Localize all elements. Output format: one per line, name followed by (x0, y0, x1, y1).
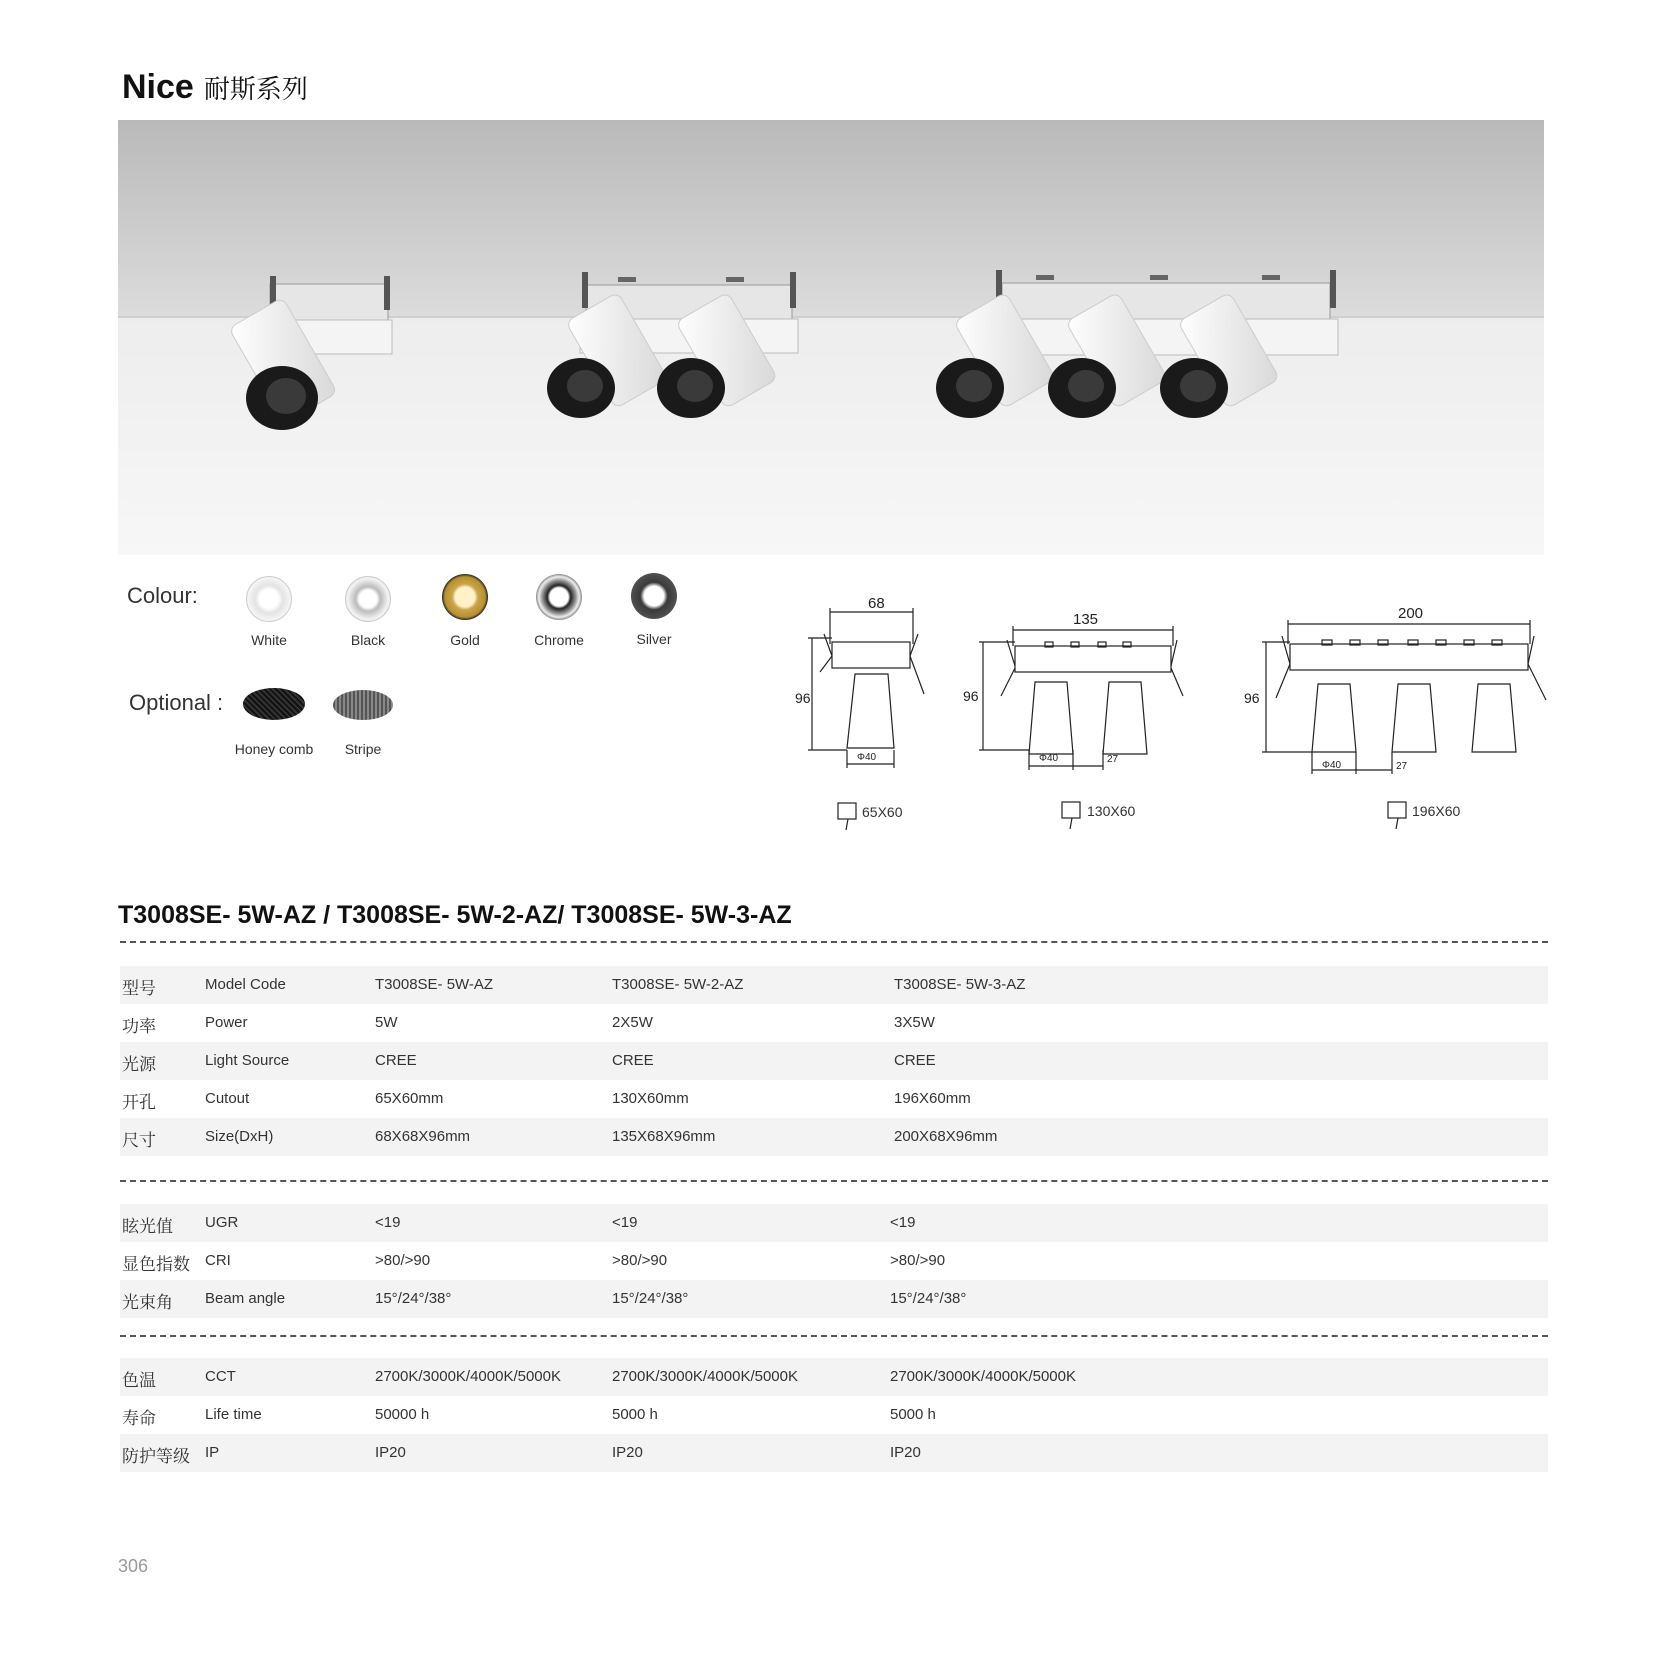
spec-value: <19 (612, 1214, 638, 1231)
spec-row-size (120, 1118, 1548, 1156)
stripe-label: Stripe (344, 741, 382, 757)
d3-cutout: 196X60 (1412, 803, 1461, 819)
spec-row-cutout (120, 1080, 1548, 1118)
spec-label-cn: 尺寸 (122, 1131, 156, 1150)
swatch-white (246, 576, 292, 622)
spec-value: 2700K/3000K/4000K/5000K (612, 1368, 798, 1385)
product-photo (118, 120, 1544, 555)
d2-gap: 27 (1107, 754, 1119, 765)
spec-row-cri (120, 1242, 1548, 1280)
swatch-black (345, 576, 391, 622)
spec-label-cn: 型号 (122, 979, 156, 998)
spec-label-en: Size(DxH) (205, 1128, 274, 1145)
spec-row-ip (120, 1434, 1548, 1472)
spec-value: 68X68X96mm (375, 1128, 471, 1145)
spec-value: CREE (612, 1052, 654, 1069)
technical-drawing-triple (1238, 598, 1548, 834)
spec-label-cn: 光源 (122, 1055, 156, 1074)
spec-label-en: Model Code (205, 976, 286, 993)
d3-gap: 27 (1396, 761, 1408, 772)
spec-value: 130X60mm (612, 1090, 689, 1107)
spec-label-en: UGR (205, 1214, 239, 1231)
spec-value: 5000 h (612, 1406, 658, 1423)
divider (120, 1335, 1548, 1337)
swatch-silver (631, 573, 677, 619)
spec-value: IP20 (890, 1444, 921, 1461)
divider (120, 1180, 1548, 1182)
spec-value: 3X5W (894, 1014, 935, 1031)
d2-width: 135 (1073, 611, 1099, 628)
series-name-cn: 耐斯系列 (203, 74, 308, 104)
d3-phi: Φ40 (1322, 760, 1342, 771)
spec-label-en: CRI (205, 1252, 231, 1269)
technical-drawing-single (790, 594, 940, 834)
spec-value: <19 (375, 1214, 401, 1231)
spec-value: 200X68X96mm (894, 1128, 998, 1145)
honeycomb-label: Honey comb (234, 741, 314, 757)
spec-value: >80/>90 (890, 1252, 946, 1269)
d2-cutout: 130X60 (1087, 803, 1136, 819)
d2-height: 96 (963, 688, 979, 704)
divider (120, 941, 1548, 943)
optional-label: Optional : (129, 690, 224, 715)
spec-value: T3008SE- 5W-AZ (375, 976, 494, 993)
spec-label-cn: 色温 (122, 1371, 156, 1390)
spec-value: IP20 (612, 1444, 643, 1461)
spec-row-light-source (120, 1042, 1548, 1080)
spec-value: >80/>90 (612, 1252, 668, 1269)
spec-label-cn: 显色指数 (122, 1255, 190, 1274)
spec-label-en: Life time (205, 1406, 262, 1423)
swatch-chrome-label: Chrome (534, 632, 584, 648)
spec-value: 15°/24°/38° (612, 1290, 689, 1307)
spec-value: 5000 h (890, 1406, 936, 1423)
swatch-black-label: Black (350, 632, 386, 648)
swatch-gold-label: Gold (450, 632, 480, 648)
spec-value: 15°/24°/38° (375, 1290, 452, 1307)
d1-height: 96 (795, 690, 811, 706)
spec-value: 2X5W (612, 1014, 653, 1031)
spec-row-beam-angle (120, 1280, 1548, 1318)
spec-value: 2700K/3000K/4000K/5000K (375, 1368, 561, 1385)
spec-row-model-code (120, 966, 1548, 1004)
d1-width: 68 (868, 595, 885, 612)
spec-label-cn: 寿命 (122, 1409, 156, 1428)
page-number: 306 (118, 1556, 149, 1576)
swatch-silver-label: Silver (636, 631, 672, 647)
spec-value: 65X60mm (375, 1090, 444, 1107)
series-name-en: Nice (122, 68, 194, 106)
spec-label-cn: 光束角 (122, 1293, 173, 1312)
spec-value: 15°/24°/38° (890, 1290, 967, 1307)
spec-label-en: CCT (205, 1368, 236, 1385)
spec-value: 2700K/3000K/4000K/5000K (890, 1368, 1076, 1385)
swatch-gold (442, 574, 488, 620)
spec-value: T3008SE- 5W-3-AZ (894, 976, 1026, 993)
d1-cutout: 65X60 (862, 804, 903, 820)
spec-row-cct (120, 1358, 1548, 1396)
spec-value: 135X68X96mm (612, 1128, 716, 1145)
spec-label-en: Light Source (205, 1052, 290, 1069)
spec-label-en: IP (205, 1444, 220, 1461)
spec-row-ugr (120, 1204, 1548, 1242)
model-title: T3008SE- 5W-AZ / T3008SE- 5W-2-AZ/ T3008SE- 5W-3-AZ (118, 901, 792, 929)
spec-value: 196X60mm (894, 1090, 971, 1107)
spec-label-cn: 防护等级 (122, 1447, 190, 1466)
swatch-chrome (536, 574, 582, 620)
spec-label-cn: 开孔 (122, 1093, 156, 1112)
technical-drawing-double (955, 606, 1185, 834)
stripe-swatch (333, 690, 393, 720)
spec-row-lifetime (120, 1396, 1548, 1434)
page-title (122, 68, 308, 107)
spec-value: 50000 h (375, 1406, 430, 1423)
d3-width: 200 (1398, 605, 1424, 622)
spec-value: T3008SE- 5W-2-AZ (612, 976, 744, 993)
spec-label-cn: 功率 (122, 1017, 156, 1036)
spec-value: CREE (375, 1052, 417, 1069)
spec-label-en: Power (205, 1014, 248, 1031)
spec-value: <19 (890, 1214, 916, 1231)
honeycomb-swatch (243, 688, 305, 720)
spec-value: >80/>90 (375, 1252, 431, 1269)
spec-label-cn: 眩光值 (122, 1217, 173, 1236)
spec-row-power (120, 1004, 1548, 1042)
spec-label-en: Beam angle (205, 1290, 286, 1307)
swatch-white-label: White (251, 632, 287, 648)
d2-phi: Φ40 (1039, 753, 1059, 764)
spec-label-en: Cutout (205, 1090, 250, 1107)
spec-value: IP20 (375, 1444, 406, 1461)
spec-value: CREE (894, 1052, 936, 1069)
spec-value: 5W (375, 1014, 398, 1031)
colour-label: Colour: (127, 583, 198, 608)
d1-phi: Φ40 (857, 752, 877, 763)
d3-height: 96 (1244, 690, 1260, 706)
